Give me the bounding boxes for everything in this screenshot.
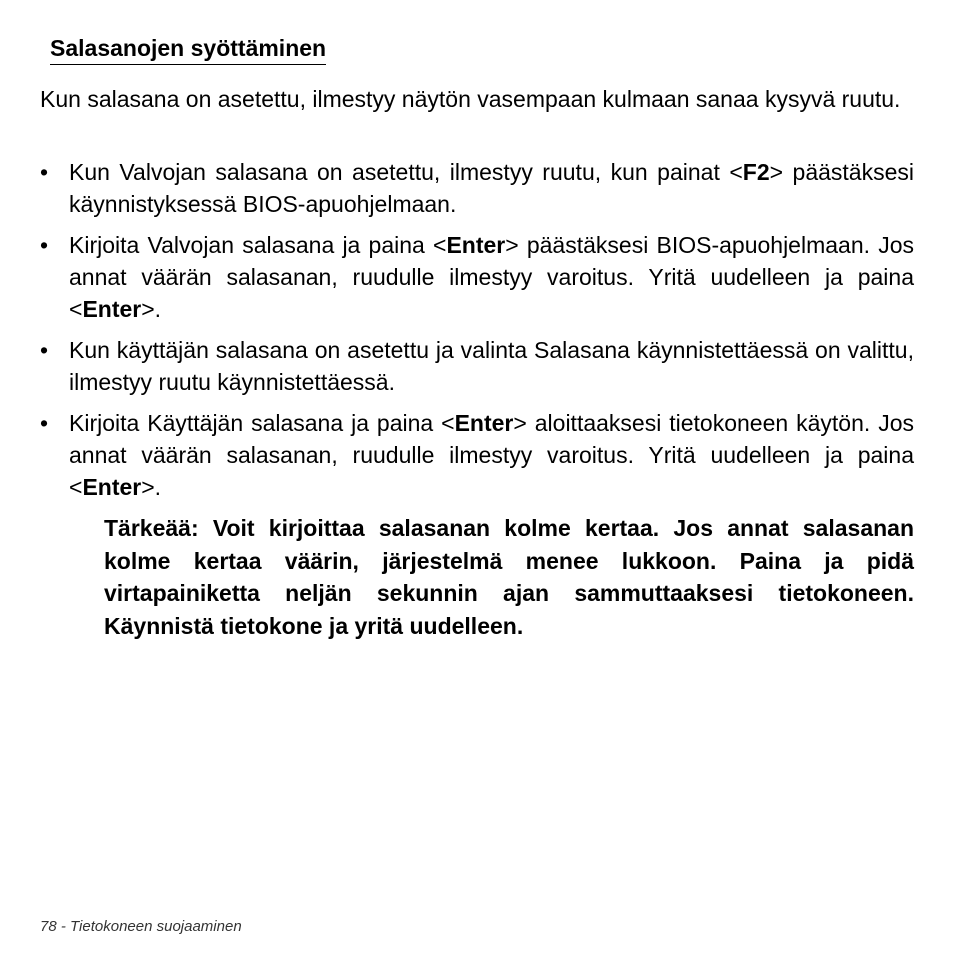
key-label: Enter: [82, 296, 142, 322]
section-heading: Salasanojen syöttäminen: [50, 33, 326, 65]
bullet-text: > aloittaaksesi tietokoneen käytön. Jos annat väärän salasanan, ruudulle ilmestyy varoitus. Yritä uudelleen ja paina <: [69, 410, 915, 500]
bullet-text: >.: [141, 296, 162, 322]
key-label: Enter: [454, 410, 514, 436]
bullet-text: > päästäksesi käynnistyksessä BIOS-apuohjelmaan.: [69, 159, 915, 217]
bullet-text: Kun Valvojan salasana on asetettu, ilmestyy ruutu, kun painat <: [69, 159, 743, 185]
bullet-marker: •: [40, 410, 49, 436]
key-label: Enter: [82, 474, 142, 500]
important-note: Tärkeää: Voit kirjoittaa salasanan kolme kertaa. Jos annat salasanan kolme kertaa väärin, järjestelmä menee lukkoon. Paina ja pidä virtapainiketta neljän sekunnin ajan sammuttaaksesi tietokoneen. Käynnistä tietokone ja yritä uudelleen.: [104, 515, 914, 639]
key-label: Enter: [446, 232, 506, 258]
bullet-marker: •: [40, 337, 49, 363]
bullet-list: [40, 156, 914, 512]
bullet-text: >.: [141, 474, 162, 500]
bullet-marker: •: [40, 232, 49, 258]
bullet-text: Kirjoita Valvojan salasana ja paina <: [69, 232, 447, 258]
bullet-marker: •: [40, 159, 49, 185]
bullet-item-user-password: [40, 334, 914, 398]
bullet-text: > päästäksesi BIOS-apuohjelmaan. Jos annat väärän salasanan, ruudulle ilmestyy varoitus. Yritä uudelleen ja paina <: [69, 232, 914, 322]
bullet-item-f2: [40, 156, 914, 220]
intro-paragraph: Kun salasana on asetettu, ilmestyy näytön vasempaan kulmaan sanaa kysyvä ruutu.: [40, 86, 901, 112]
key-label: F2: [742, 159, 770, 185]
bullet-text: Kirjoita Käyttäjän salasana ja paina <: [69, 410, 455, 436]
bullet-item-supervisor: [40, 229, 914, 325]
bullet-item-user: [40, 407, 914, 503]
bullet-text: Kun käyttäjän salasana on asetettu ja valinta Salasana käynnistettäessä on valittu, ilmestyy ruutu käynnistettäessä.: [69, 337, 914, 395]
page-footer: 78 - Tietokoneen suojaaminen: [40, 918, 242, 935]
